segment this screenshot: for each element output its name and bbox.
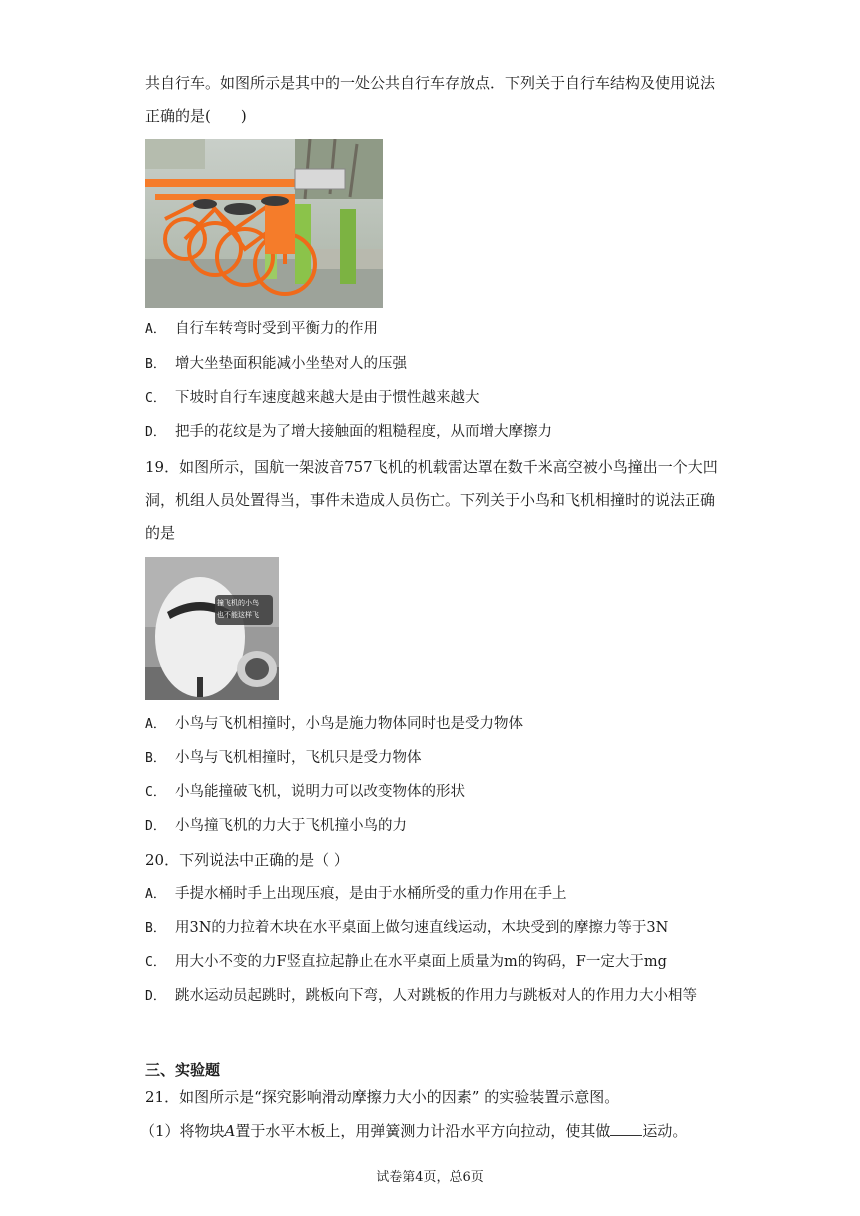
airplane-photo [145, 557, 279, 700]
q20-option-c: C． 用大小不变的力F竖直拉起静止在水平桌面上质量为m的钩码，F一定大于mg [145, 954, 667, 970]
q18-text-line1: 共自行车。如图所示是其中的一处公共自行车存放点．下列关于自行车结构及使用说法 [145, 74, 716, 92]
q21-variable-a: A [224, 1122, 236, 1140]
q18-option-c: C． 下坡时自行车速度越来越大是由于惯性越来越大 [145, 390, 480, 406]
q20-option-a: A． 手提水桶时手上出现压痕，是由于水桶所受的重力作用在手上 [145, 886, 567, 902]
airplane-photo-caption: 撞飞机的小鸟 也不能这样飞 [217, 599, 259, 619]
q20-option-d: D． 跳水运动员起跳时，跳板向下弯，人对跳板的作用力与跳板对人的作用力大小相等 [145, 988, 697, 1004]
q18-text-line2: 正确的是( ) [145, 107, 247, 125]
q19-option-a: A． 小鸟与飞机相撞时，小鸟是施力物体同时也是受力物体 [145, 716, 523, 732]
q20-option-b: B． 用3N的力拉着木块在水平桌面上做匀速直线运动，木块受到的摩擦力等于3N [145, 920, 669, 936]
q19-text-line1: 19．如图所示，国航一架波音757飞机的机载雷达罩在数千米高空被小鸟撞出一个大凹 [145, 458, 718, 476]
q19-option-d: D． 小鸟撞飞机的力大于飞机撞小鸟的力 [145, 818, 407, 834]
q18-option-a: A． 自行车转弯时受到平衡力的作用 [145, 321, 378, 337]
q18-option-b: B． 增大坐垫面积能减小坐垫对人的压强 [145, 356, 407, 372]
section-heading-experiment: 三、实验题 [145, 1061, 221, 1079]
q19-option-c: C． 小鸟能撞破飞机，说明力可以改变物体的形状 [145, 784, 465, 800]
page-footer: 试卷第4页，总6页 [376, 1170, 484, 1185]
q19-text-line2: 洞，机组人员处置得当，事件未造成人员伤亡。下列关于小鸟和飞机相撞时的说法正确 [145, 491, 716, 509]
q19-option-b: B． 小鸟与飞机相撞时，飞机只是受力物体 [145, 750, 422, 766]
q18-option-d: D． 把手的花纹是为了增大接触面的粗糙程度，从而增大摩擦力 [145, 424, 552, 440]
q21-answer-blank[interactable] [610, 1121, 642, 1136]
q21-part1: （1）将物块A置于水平木板上，用弹簧测力计沿水平方向拉动，使其做 运动。 [140, 1122, 688, 1140]
q19-text-line3: 的是 [145, 524, 176, 542]
q21-stem: 21．如图所示是“探究影响滑动摩擦力大小的因素” 的实验装置示意图。 [145, 1088, 620, 1106]
bike-station-photo [145, 139, 383, 308]
q20-stem: 20．下列说法中正确的是（ ） [145, 851, 349, 869]
